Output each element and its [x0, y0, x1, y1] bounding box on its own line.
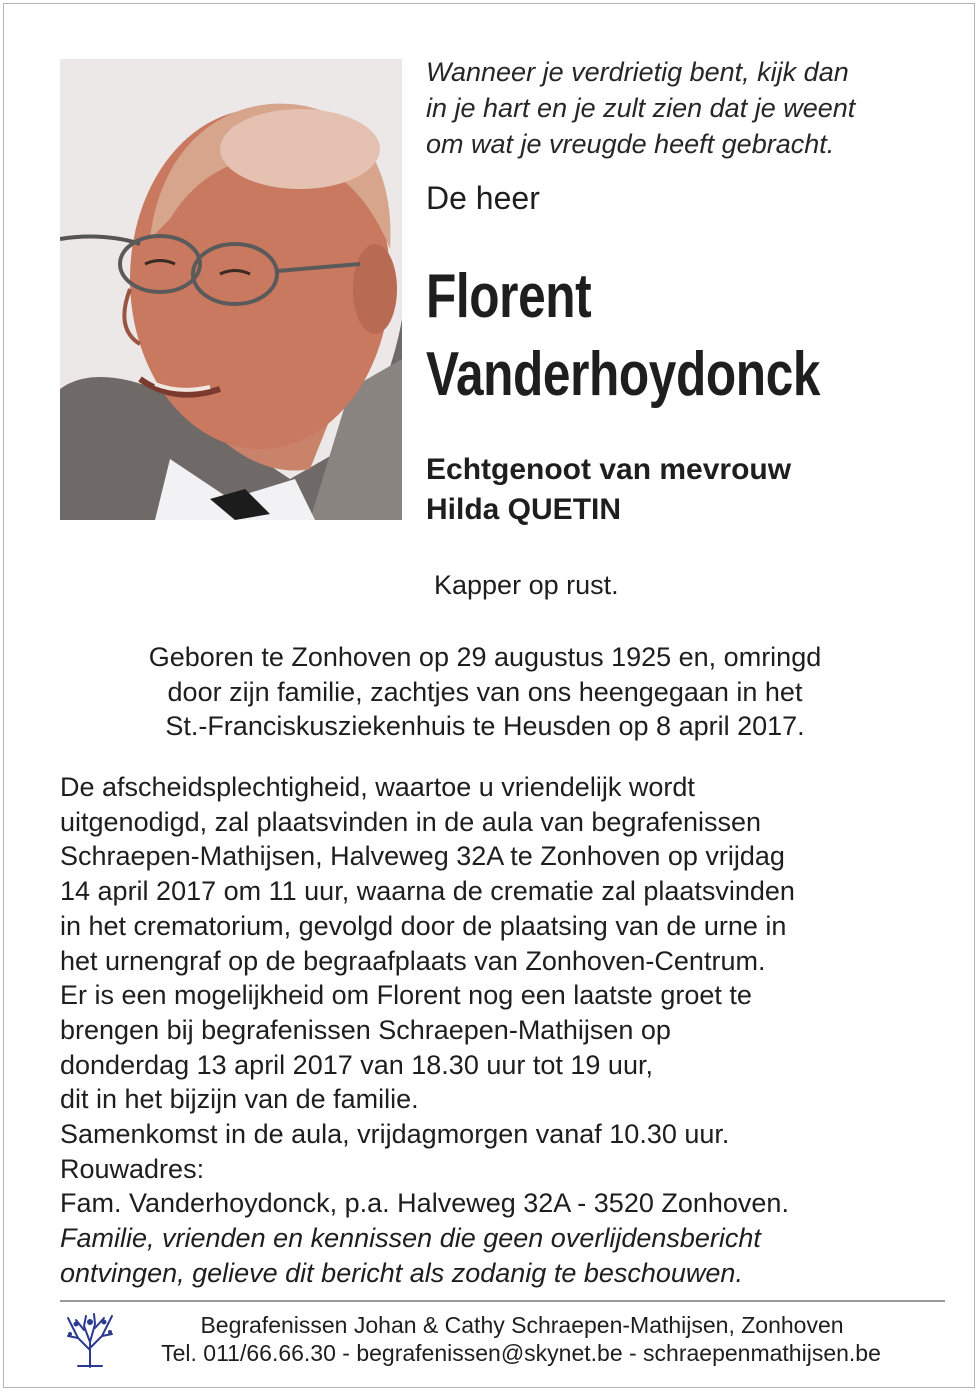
- birth-line: St.-Franciskusziekenhuis te Heusden op 8 april 2017.: [165, 711, 805, 741]
- body-line: 14 april 2017 om 11 uur, waarna de crematie zal plaatsvinden: [60, 876, 795, 907]
- body-line: donderdag 13 april 2017 van 18.30 uur tot 19 uur,: [60, 1049, 653, 1080]
- body-line: De afscheidsplechtigheid, waartoe u vriendelijk wordt: [60, 772, 695, 802]
- quote: [426, 54, 855, 162]
- occupation: Kapper op rust.: [434, 570, 619, 600]
- body-italic-line: Familie, vrienden en kennissen die geen overlijdensbericht: [60, 1223, 761, 1254]
- body-line: het urnengraf op de begraafplaats van Zonhoven-Centrum.: [60, 945, 766, 976]
- birth-line: door zijn familie, zachtjes van ons heengegaan in het: [167, 676, 803, 707]
- body-line: Fam. Vanderhoydonck, p.a. Halveweg 32A - 3520 Zonhoven.: [60, 1188, 789, 1219]
- quote-line: om wat je vreugde heeft gebracht.: [426, 129, 835, 159]
- body-line: Er is een mogelijkheid om Florent nog een laatste groet te: [60, 980, 752, 1011]
- deceased-name: [426, 258, 820, 414]
- tree-logo-icon: [64, 1310, 116, 1368]
- body-italic-line: ontvingen, gelieve dit bericht als zodanig te beschouwen.: [60, 1257, 743, 1288]
- spouse-line: Echtgenoot van mevrouw: [426, 453, 792, 486]
- body-line: dit in het bijzijn van de familie.: [60, 1084, 419, 1115]
- first-name: Florent: [426, 262, 592, 331]
- portrait-photo: [60, 59, 402, 520]
- spouse-info: [426, 450, 791, 530]
- ceremony-paragraph: [60, 770, 795, 1291]
- footer-divider: [60, 1300, 945, 1302]
- quote-line: in je hart en je zult zien dat je weent: [426, 93, 856, 123]
- body-line: Rouwadres:: [60, 1153, 205, 1184]
- birth-death-paragraph: [60, 640, 910, 744]
- body-line: Samenkomst in de aula, vrijdagmorgen vanaf 10.30 uur.: [60, 1119, 730, 1150]
- honorific: De heer: [426, 180, 540, 216]
- spouse-name: Hilda QUETIN: [426, 493, 622, 526]
- birth-line: Geboren te Zonhoven op 29 augustus 1925 en, omringd: [148, 642, 822, 672]
- body-line: in het crematorium, gevolgd door de plaatsing van de urne in: [60, 910, 787, 941]
- body-line: uitgenodigd, zal plaatsvinden in de aula van begrafenissen: [60, 806, 762, 837]
- last-name: Vanderhoydonck: [426, 340, 821, 409]
- body-line: brengen bij begrafenissen Schraepen-Mathijsen op: [60, 1014, 671, 1045]
- body-line: Schraepen-Mathijsen, Halveweg 32A te Zonhoven op vrijdag: [60, 841, 785, 872]
- funeral-home-name: Begrafenissen Johan & Cathy Schraepen-Mathijsen, Zonhoven: [200, 1312, 844, 1338]
- quote-line: Wanneer je verdrietig bent, kijk dan: [426, 57, 849, 87]
- funeral-home-contact: Tel. 011/66.66.30 - begrafenissen@skynet.be - schraepenmathijsen.be: [161, 1340, 881, 1366]
